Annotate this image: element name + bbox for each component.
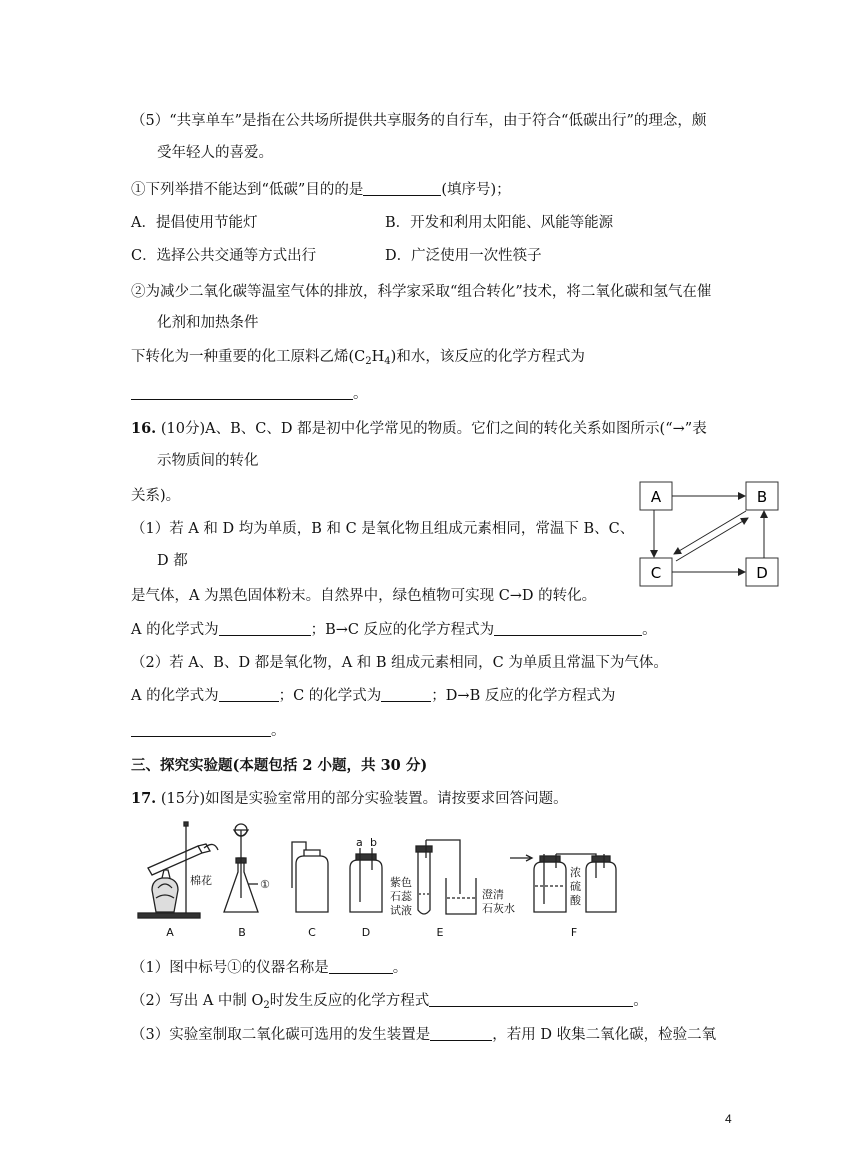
arrow-b-c bbox=[674, 511, 746, 554]
q17-sub2: （2）写出 A 中制 $O_2$时发生反应的化学方程式 。 bbox=[131, 993, 648, 1011]
q17-sub1: （1）图中标号①的仪器名称是 。 bbox=[131, 960, 408, 976]
label-a-port: a bbox=[356, 836, 363, 849]
label-litmus-3: 试液 bbox=[390, 904, 412, 917]
apparatus-e bbox=[416, 840, 476, 914]
answer-blank[interactable] bbox=[430, 1026, 492, 1041]
q15-5-line6: 化剂和加热条件 bbox=[157, 315, 259, 331]
page-number: 4 bbox=[725, 1112, 732, 1126]
node-d-label: D bbox=[756, 564, 768, 582]
q16-line5: D 都 bbox=[157, 553, 188, 569]
q15-5-line2: 受年轻人的喜爱。 bbox=[157, 145, 273, 161]
q16-line3: 关系)。 bbox=[131, 488, 181, 504]
q16-line2: 示物质间的转化 bbox=[157, 453, 259, 469]
apparatus-label-e: E bbox=[436, 926, 444, 939]
q17-intro: 17. (15分)如图是实验室常用的部分实验装置。请按要求回答问题。 bbox=[131, 790, 568, 807]
answer-blank[interactable] bbox=[131, 385, 353, 400]
section-3-title: 三、探究实验题(本题包括 2 小题，共 30 分) bbox=[131, 757, 428, 774]
apparatus-b bbox=[224, 824, 258, 912]
apparatus-label-a: A bbox=[166, 926, 174, 939]
q15-5-line7: 下转化为一种重要的化工原料乙烯$(C_2H_4)$和水，该反应的化学方程式为 bbox=[131, 349, 585, 367]
q15-5-line1: （5）“共享单车”是指在公共场所提供共享服务的自行车，由于符合“低碳出行”的理念，颇 bbox=[131, 113, 707, 129]
arrow-c-b bbox=[676, 518, 748, 561]
q16-line9: A 的化学式为 ；C 的化学式为 ；D→B 反应的化学方程式为 bbox=[131, 688, 616, 704]
q17-sub3: （3）实验室制取二氧化碳可选用的发生装置是 ，若用 D 收集二氧化碳，检验二氧 bbox=[131, 1027, 717, 1043]
apparatus-c bbox=[292, 842, 328, 912]
q16-line1: 16. (10分)A、B、C、D 都是初中化学常见的物质。它们之间的转化关系如图所示(“→”表 bbox=[131, 420, 707, 437]
q16-line7: A 的化学式为 ；B→C 反应的化学方程式为 。 bbox=[131, 622, 657, 638]
apparatus-label-d: D bbox=[361, 926, 371, 939]
node-b-label: B bbox=[756, 488, 768, 506]
option-a: A．提倡使用节能灯 bbox=[131, 215, 258, 231]
label-cotton: 棉花 bbox=[190, 874, 212, 887]
apparatus-label-b: B bbox=[238, 926, 246, 939]
apparatus-d bbox=[350, 848, 382, 912]
q15-5-line5: ②为减少二氧化碳等温室气体的排放，科学家采取“组合转化”技术，将二氧化碳和氢气在催 bbox=[131, 284, 712, 300]
answer-blank[interactable] bbox=[363, 181, 441, 196]
answer-blank[interactable] bbox=[219, 621, 311, 636]
q15-5-options-row1 bbox=[131, 213, 613, 233]
q15-5-line3: ①下列举措不能达到“低碳”目的的是 (填序号)； bbox=[131, 182, 511, 198]
label-b-port: b bbox=[370, 836, 377, 849]
q16-line10: 。 bbox=[131, 721, 286, 741]
node-a-label: A bbox=[650, 488, 662, 506]
label-mark-1: ① bbox=[260, 878, 270, 891]
label-litmus-2: 石蕊 bbox=[390, 890, 412, 903]
apparatus-f bbox=[510, 854, 616, 912]
node-c-label: C bbox=[650, 564, 662, 582]
answer-blank[interactable] bbox=[429, 992, 633, 1007]
q16-line8: （2）若 A、B、D 都是氧化物，A 和 B 组成元素相同，C 为单质且常温下为气体。 bbox=[131, 655, 668, 671]
option-b: B．开发和利用太阳能、风能等能源 bbox=[385, 215, 614, 231]
label-lime-1: 澄清 bbox=[482, 888, 504, 901]
q15-5-options-row2 bbox=[131, 246, 542, 266]
answer-blank[interactable] bbox=[219, 687, 279, 702]
option-c: C．选择公共交通等方式出行 bbox=[131, 248, 317, 264]
answer-blank[interactable] bbox=[381, 687, 431, 702]
option-d: D．广泛使用一次性筷子 bbox=[385, 248, 542, 264]
answer-blank[interactable] bbox=[131, 722, 271, 737]
label-litmus-1: 紫色 bbox=[390, 876, 412, 889]
label-acid-1: 浓 bbox=[570, 866, 581, 879]
q15-5-line8: 。 bbox=[131, 384, 368, 404]
apparatus-a bbox=[138, 822, 218, 918]
label-acid-3: 酸 bbox=[570, 894, 581, 907]
answer-blank[interactable] bbox=[494, 621, 642, 636]
q16-line4: （1）若 A 和 D 均为单质，B 和 C 是氧化物且组成元素相同，常温下 B、C、 bbox=[131, 521, 635, 537]
label-acid-2: 硫 bbox=[570, 880, 581, 893]
apparatus-label-c: C bbox=[308, 926, 316, 939]
transformation-diagram bbox=[636, 478, 782, 590]
apparatus-figure bbox=[128, 818, 624, 942]
answer-blank[interactable] bbox=[329, 959, 393, 974]
apparatus-label-f: F bbox=[570, 926, 578, 939]
label-lime-2: 石灰水 bbox=[482, 902, 515, 915]
q16-line6: 是气体，A 为黑色固体粉末。自然界中，绿色植物可实现 C→D 的转化。 bbox=[131, 588, 597, 604]
